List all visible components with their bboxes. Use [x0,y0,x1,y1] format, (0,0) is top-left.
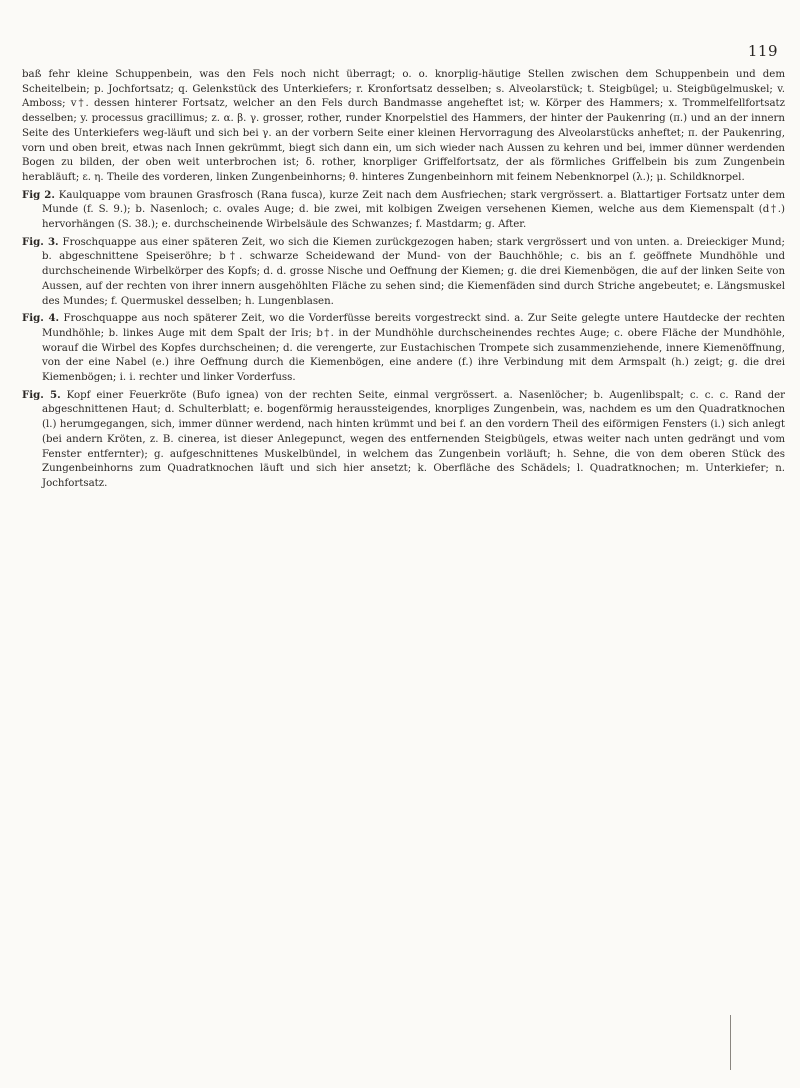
figure-3-description [22,235,785,310]
margin-mark [730,1015,731,1070]
figure-5-description [22,388,785,492]
page-text [22,68,785,492]
figure-5-label: Fig. 5. [22,388,61,401]
figure-3-label: Fig. 3. [22,235,59,248]
figure-4-label: Fig. 4. [22,312,60,325]
figure-3-text: Froschquappe aus einer späteren Zeit, wo sich die Kiemen zurückgezogen haben; stark vergrössert und von unten. a. Dreieckiger Mund; b. abgeschnittene Speiseröhre; b†. schwarze Scheidewand der Mund- von der Bauchhöhle; c. bis an f. geöffnete Mundhöhle und durchscheinende Wirbelkörper des Kopfs; d. d. grosse Nische und Oeffnung der Kiemen; g. die drei Kiemenbögen, die auf der linken Seite von Aussen, auf der rechten von ihrer innern ausgehöhlten Fläche zu sehen sind; die Kiemenfäden sind durch Striche angebeutet; e. Längsmuskel des Mundes; f. Quermuskel desselben; h. Lungenblasen. [42,236,785,307]
figure-2-description [22,188,785,233]
page-number: 119 [747,42,778,60]
figure-4-text: Froschquappe aus noch späterer Zeit, wo die Vorderfüsse bereits vorgestreckt sind. a. Zur Seite gelegte untere Hautdecke der rechten Mundhöhle; b. linkes Auge mit dem Spalt der Iris; b†. in der Mundhöhle durchscheinendes rechtes Auge; c. obere Fläche der Mundhöhle, worauf die Wirbel des Kopfes durchscheinen; d. die verengerte, zur Eustachischen Trompete sich zusammenziehende, innere Kiemenöffnung, von der eine Nabel (e.) ihre Oeffnung durch die Kiemenbögen, eine andere (f.) ihre Verbindung mit dem Armspalt (h.) zeigt; g. die drei Kiemenbögen; i. i. rechter und linker Vorderfuss. [42,313,785,384]
figure-5-text: Kopf einer Feuerkröte (Bufo ignea) von der rechten Seite, einmal vergrössert. a. Nasenlöcher; b. Augenlibspalt; c. c. c. Rand der abgeschnittenen Haut; d. Schulterblatt; e. bogenförmig heraussteigendes, knorpliges Zungenbein, was, nachdem es um den Quadratknochen (l.) herumgegangen, sich, immer dünner werdend, nach hinten krümmt und bei f. an den vordern Theil des eiförmigen Fensters (i.) sich anlegt (bei andern Kröten, z. B. cinerea, ist dieser Anlegepunct, wegen des entfernenden Steigbügels, etwas weiter nach unten gedrängt und vom Fenster entfernter); g. aufgeschnittenes Muskelbündel, in welchem das Zungenbein vorläuft; h. Sehne, die von dem oberen Stück des Zungenbeinhorns zum Quadratknochen läuft und sich hier ansetzt; k. Oberfläche des Schädels; l. Quadratknochen; m. Unterkiefer; n. Jochfortsatz. [42,389,785,489]
figure-2-label: Fig 2. [22,188,55,201]
intro-paragraph: baß fehr kleine Schuppenbein, was den Fels noch nicht überragt; o. o. knorplig-häutige Stellen zwischen dem Schuppenbein und dem Scheitelbein; p. Jochfortsatz; q. Gelenkstück des Unterkiefers; r. Kronfortsatz desselben; s. Alveolarstück; t. Steigbügel; u. Steigbügelmuskel; v. Amboss; v†. dessen hinterer Fortsatz, welcher an den Fels durch Bandmasse angeheftet ist; w. Körper des Hammers; x. Trommelfellfortsatz desselben; y. processus gracillimus; z. α. β. γ. grosser, rother, runder Knorpelstiel des Hammers, der hinter der Paukenring (π.) und an der innern Seite des Unterkiefers weg-läuft und sich bei γ. an der vorbern Seite einer kleinen Hervorragung des Alveolarstücks anheftet; π. der Paukenring, vorn und oben breit, etwas nach Innen gekrümmt, biegt sich dann ein, um sich wieder nach Aussen zu kehren und bei, immer dünner werdenden Bogen zu bilden, der oben weit unterbrochen ist; δ. rother, knorpliger Griffelfortsatz, der als förmliches Griffelbein bis zum Zungenbein herabläuft; ε. η. Theile des vorderen, linken Zungenbeinhorns; θ. hinteres Zungenbeinhorn mit feinem Nebenknorpel (λ.); μ. Schildknorpel. [22,69,785,183]
figure-4-description [22,311,785,386]
figure-2-text: Kaulquappe vom braunen Grasfrosch (Rana fusca), kurze Zeit nach dem Ausfriechen; stark vergrössert. a. Blattartiger Fortsatz unter dem Munde (f. S. 9.); b. Nasenloch; c. ovales Auge; d. bie zwei, mit kolbigen Zweigen versehenen Kiemen, welche aus dem Kiemenspalt (d†.) hervorhängen (S. 38.); e. durchscheinende Wirbelsäule des Schwanzes; f. Mastdarm; g. After. [42,189,785,231]
